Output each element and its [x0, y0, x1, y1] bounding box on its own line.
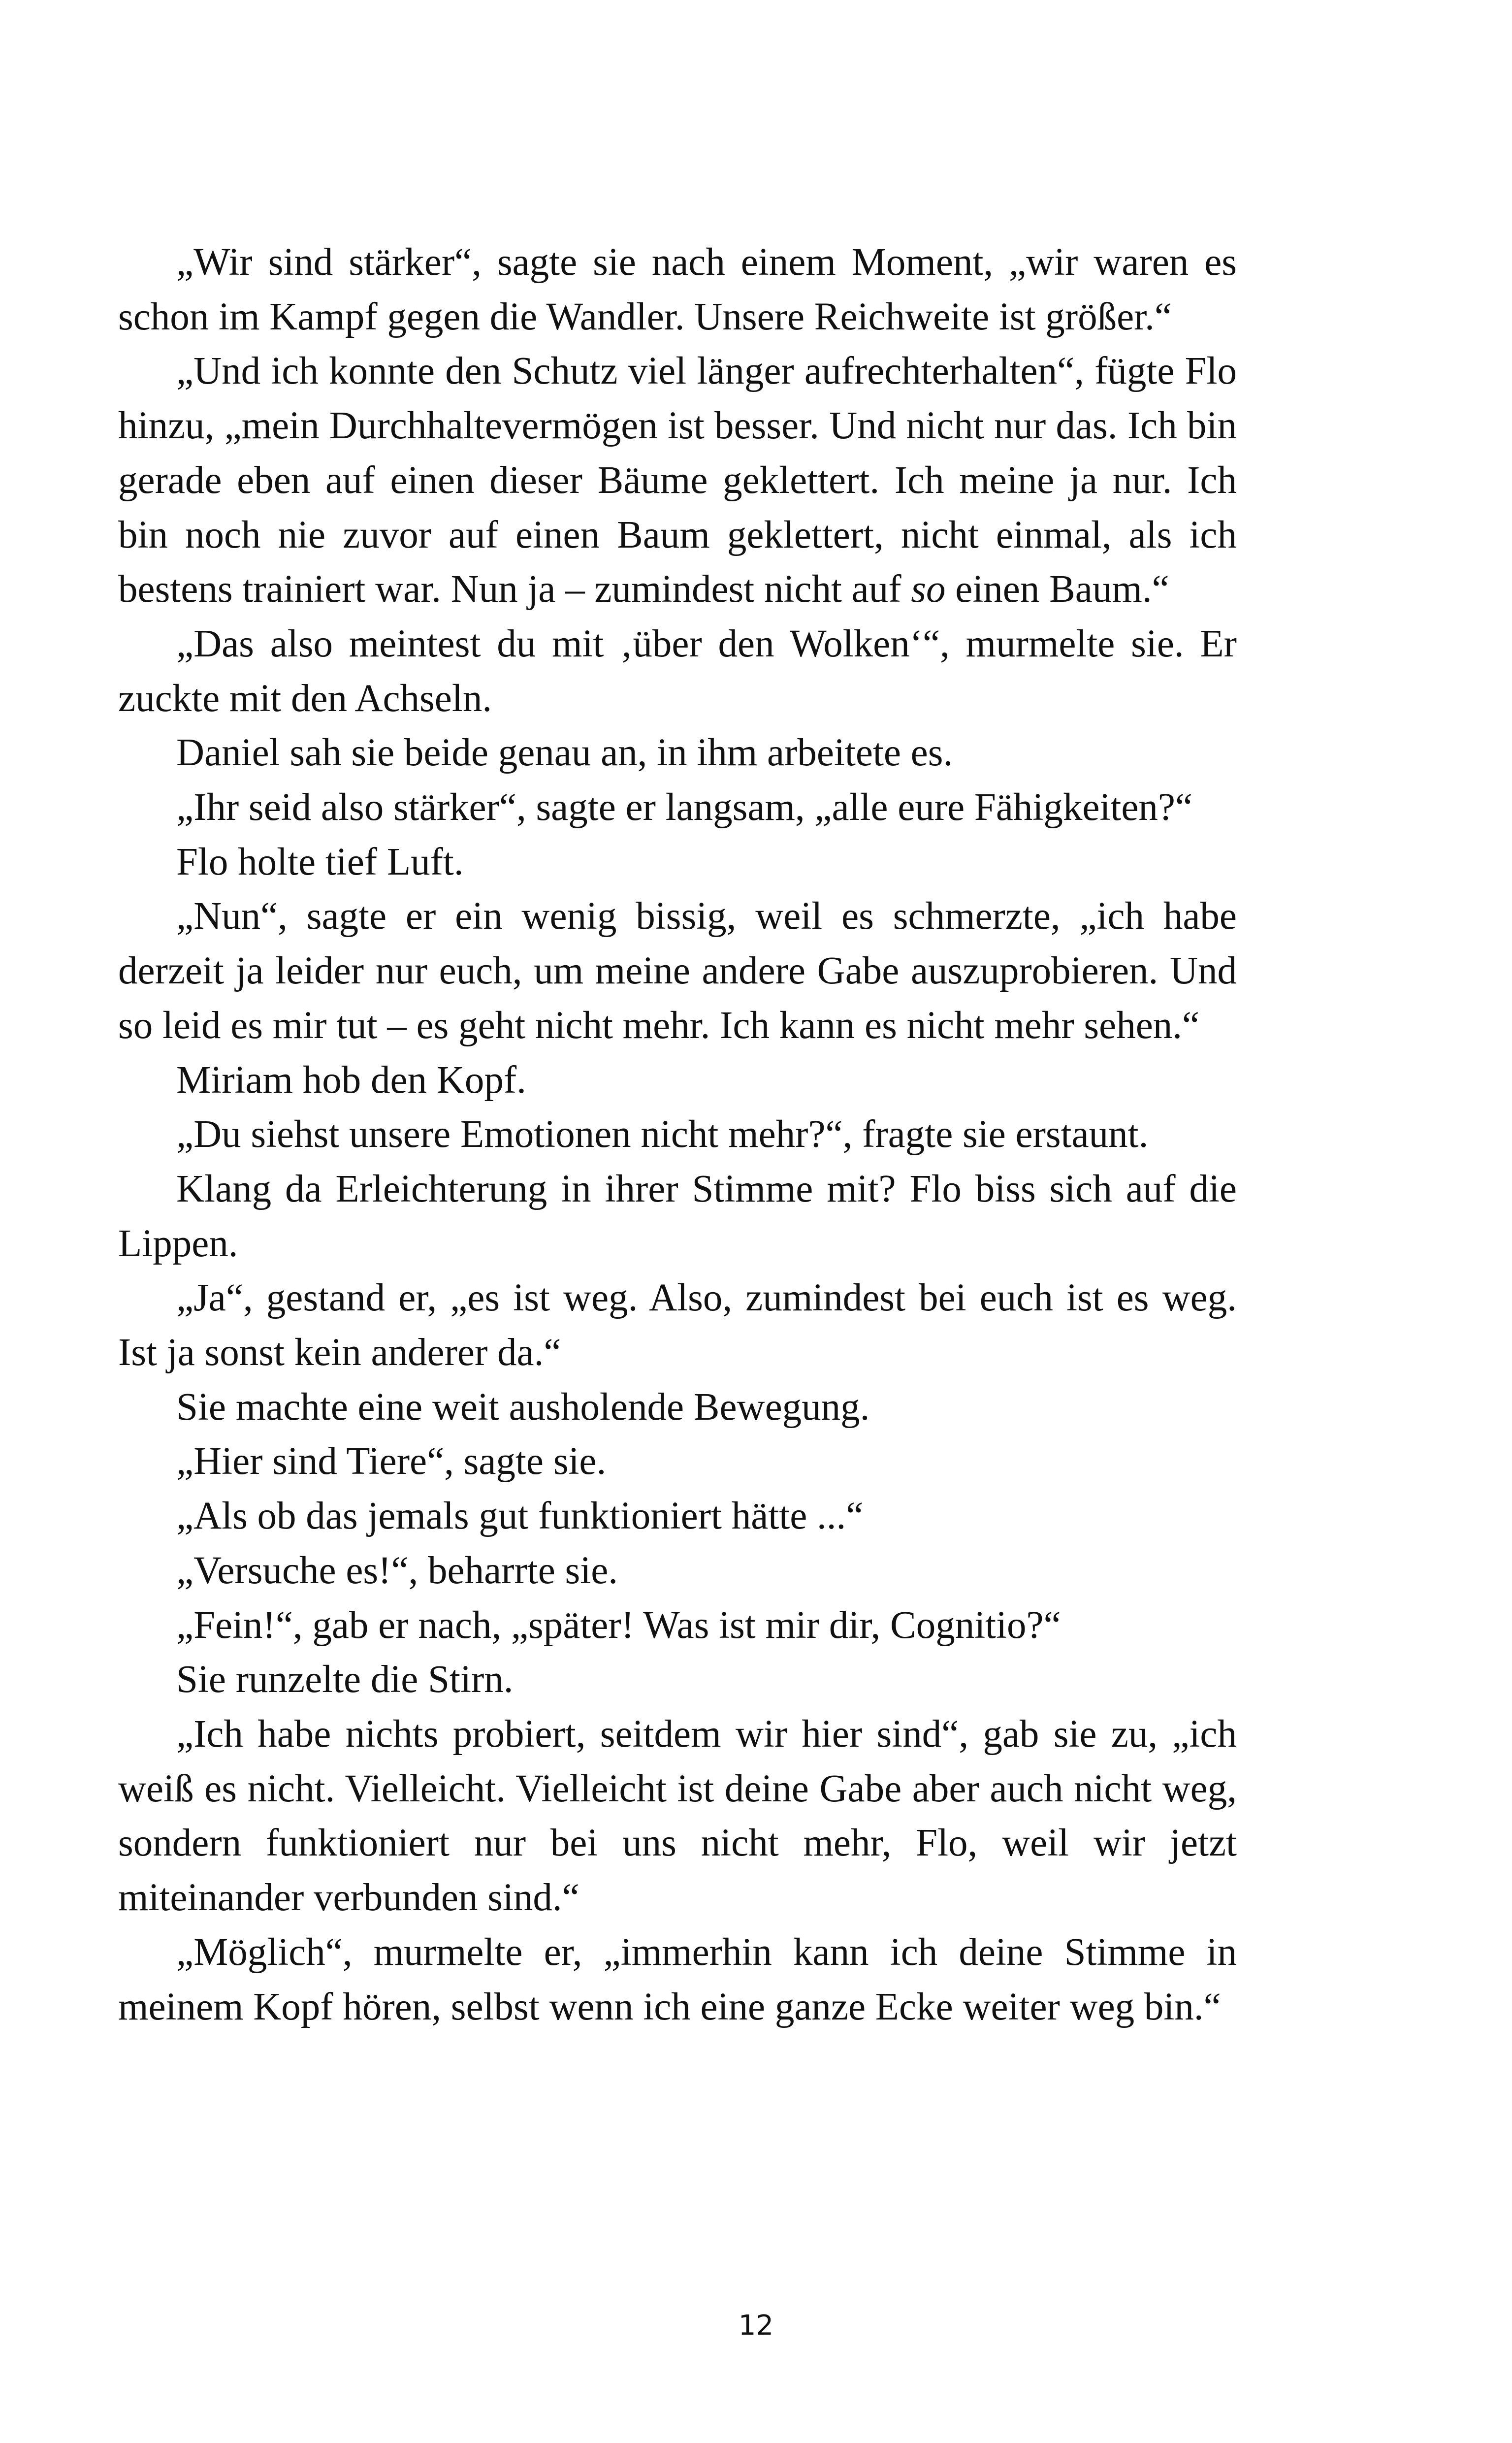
paragraph: „Das also meintest du mit ‚über den Wolken‘“, murmelte sie. Er zuckte mit den Achseln. [118, 622, 1237, 720]
paragraph: „Ich habe nichts probiert, seitdem wir hier sind“, gab sie zu, „ich weiß es nicht. Vielleicht. Vielleicht ist deine Gabe aber auch nicht weg, sondern funktioniert nur bei uns nicht mehr, Flo, weil wir jetzt miteinander verbunden sind.“ [118, 1712, 1237, 1920]
paragraph: „Ja“, gestand er, „es ist weg. Also, zumindest bei euch ist es weg. Ist ja sonst kein anderer da.“ [118, 1276, 1237, 1374]
paragraph: Sie machte eine weit ausholende Bewegung. [176, 1385, 870, 1429]
paragraph: Klang da Erleichterung in ihrer Stimme mit? Flo biss sich auf die Lippen. [118, 1167, 1237, 1265]
paragraph: „Wir sind stärker“, sagte sie nach einem Moment, „wir waren es schon im Kampf gegen die Wandler. Unsere Reichweite ist größer.“ [118, 241, 1237, 338]
paragraph: „Nun“, sagte er ein wenig bissig, weil es schmerzte, „ich habe derzeit ja leider nur euch, um meine andere Gabe auszuprobieren. Und so leid es mir tut – es geht nicht mehr. Ich kann es nicht mehr sehen.“ [118, 895, 1237, 1047]
page-number: 12 [738, 2310, 774, 2342]
body-text [118, 235, 1237, 2034]
paragraph: „Du siehst unsere Emotionen nicht mehr?“, fragte sie erstaunt. [176, 1113, 1149, 1156]
paragraph: „Fein!“, gab er nach, „später! Was ist mir dir, Cognitio?“ [176, 1603, 1061, 1647]
paragraph: „Versuche es!“, beharrte sie. [176, 1549, 618, 1592]
paragraph: Daniel sah sie beide genau an, in ihm arbeitete es. [176, 731, 953, 775]
paragraph: „Und ich konnte den Schutz viel länger aufrechterhalten“, fügte Flo hinzu, „mein Durchhaltevermögen ist besser. Und nicht nur das. Ich bin gerade eben auf einen dieser Bäume geklettert. Ich meine ja nur. Ich bin noch nie zuvor auf einen Baum geklettert, nicht einmal, als ich bestens trainiert war. Nun ja – zumindest nicht auf so einen Baum.“ [118, 350, 1237, 611]
paragraph: Miriam hob den Kopf. [176, 1058, 526, 1102]
paragraph: „Als ob das jemals gut funktioniert hätte ...“ [176, 1495, 864, 1538]
emphasis: so [911, 568, 946, 611]
paragraph: „Ihr seid also stärker“, sagte er langsam, „alle eure Fähigkeiten?“ [176, 786, 1193, 829]
paragraph: Sie runzelte die Stirn. [176, 1658, 514, 1701]
paragraph: „Möglich“, murmelte er, „immerhin kann ich deine Stimme in meinem Kopf hören, selbst wenn ich eine ganze Ecke weiter weg bin.“ [118, 1930, 1237, 2028]
paragraph: Flo holte tief Luft. [176, 840, 464, 883]
paragraph: „Hier sind Tiere“, sagte sie. [176, 1440, 607, 1483]
